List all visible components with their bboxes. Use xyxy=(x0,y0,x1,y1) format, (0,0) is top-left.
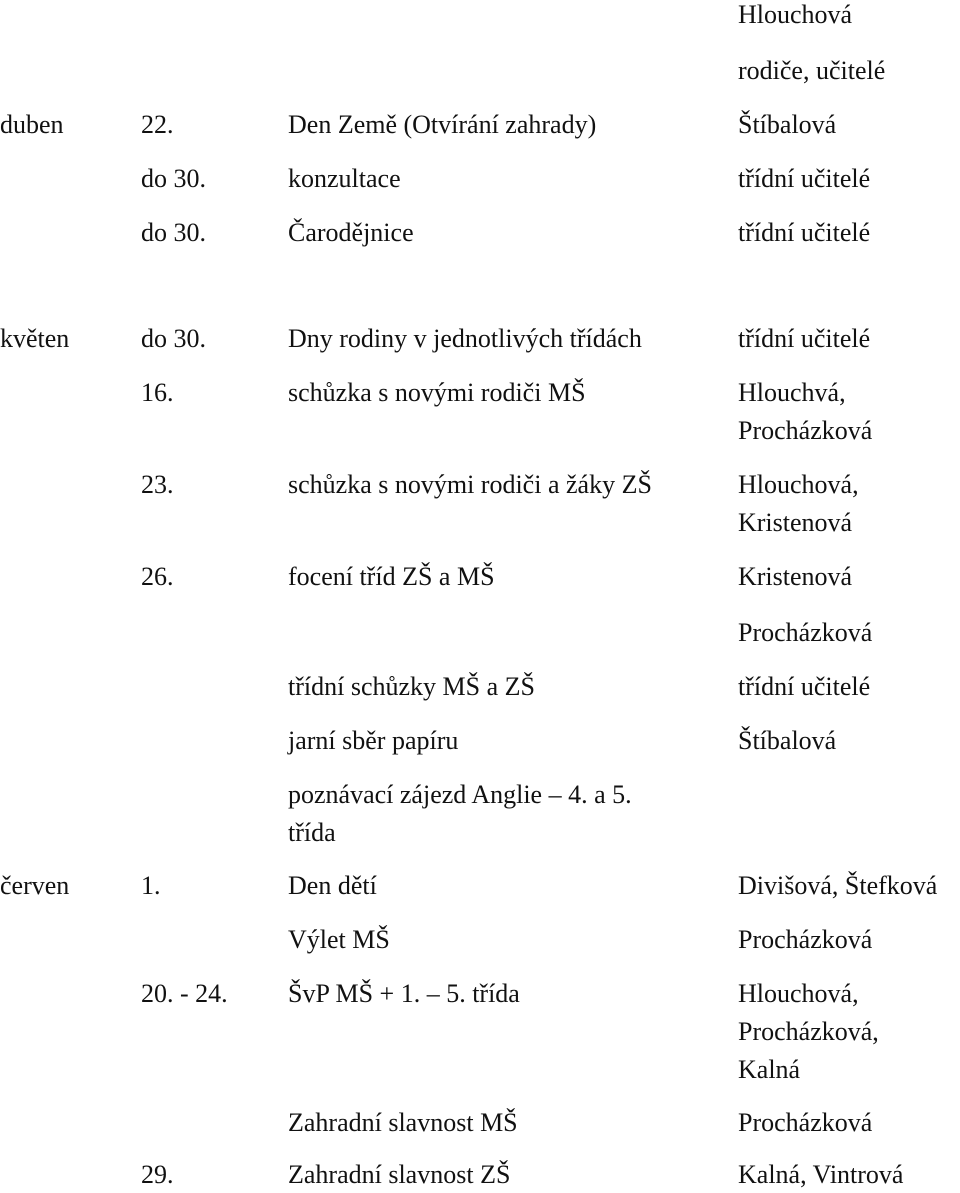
date-cell: do 30. xyxy=(141,164,206,193)
date-cell: do 30. xyxy=(141,218,206,247)
responsible-cell: Procházková xyxy=(738,416,873,445)
date-cell: 16. xyxy=(141,378,174,407)
date-cell: 22. xyxy=(141,110,174,139)
responsible-cell: Kristenová xyxy=(738,562,853,591)
responsible-cell: třídní učitelé xyxy=(738,164,871,193)
responsible-cell: Hlouchová, xyxy=(738,979,859,1008)
event-cell: schůzka s novými rodiči MŠ xyxy=(288,378,586,407)
event-cell: třídní schůzky MŠ a ZŠ xyxy=(288,672,535,701)
date-cell: 23. xyxy=(141,470,174,499)
event-cell: Zahradní slavnost ZŠ xyxy=(288,1160,511,1189)
month-label: červen xyxy=(0,871,70,900)
responsible-cell: třídní učitelé xyxy=(738,324,871,353)
responsible-cell: Hlouchvá, xyxy=(738,378,846,407)
event-cell: Výlet MŠ xyxy=(288,925,390,954)
date-cell: 26. xyxy=(141,562,174,591)
event-cell: poznávací zájezd Anglie – 4. a 5. xyxy=(288,780,632,809)
responsible-cell: Procházková, xyxy=(738,1017,879,1046)
responsible-cell: třídní učitelé xyxy=(738,218,871,247)
responsible-cell: Procházková xyxy=(738,1108,873,1137)
date-cell: 1. xyxy=(141,871,161,900)
responsible-cell: Kristenová xyxy=(738,508,853,537)
event-cell: focení tříd ZŠ a MŠ xyxy=(288,562,495,591)
event-cell: schůzka s novými rodiči a žáky ZŠ xyxy=(288,470,652,499)
event-cell: Den Země (Otvírání zahrady) xyxy=(288,110,597,139)
month-label: květen xyxy=(0,324,70,353)
responsible-cell: Hlouchová, xyxy=(738,470,859,499)
event-cell: Zahradní slavnost MŠ xyxy=(288,1108,518,1137)
responsible-cell: Divišová, Štefková xyxy=(738,871,938,900)
responsible-cell: Kalná xyxy=(738,1055,801,1084)
event-cell: třída xyxy=(288,818,336,847)
date-cell: 20. - 24. xyxy=(141,979,228,1008)
event-cell: Den dětí xyxy=(288,871,377,900)
event-cell: Čarodějnice xyxy=(288,218,414,247)
month-label: duben xyxy=(0,110,64,139)
responsible-text: rodiče, učitelé xyxy=(738,56,886,85)
responsible-cell: Štíbalová xyxy=(738,726,837,755)
responsible-text: Hlouchová xyxy=(738,0,853,29)
date-cell: do 30. xyxy=(141,324,206,353)
responsible-cell: Procházková xyxy=(738,925,873,954)
date-cell: 29. xyxy=(141,1160,174,1189)
event-cell: ŠvP MŠ + 1. – 5. třída xyxy=(288,979,520,1008)
responsible-cell: Štíbalová xyxy=(738,110,837,139)
responsible-cell: třídní učitelé xyxy=(738,672,871,701)
event-cell: konzultace xyxy=(288,164,401,193)
event-cell: jarní sběr papíru xyxy=(288,726,459,755)
responsible-cell: Kalná, Vintrová xyxy=(738,1160,904,1189)
event-cell: Dny rodiny v jednotlivých třídách xyxy=(288,324,642,353)
responsible-cell: Procházková xyxy=(738,618,873,647)
